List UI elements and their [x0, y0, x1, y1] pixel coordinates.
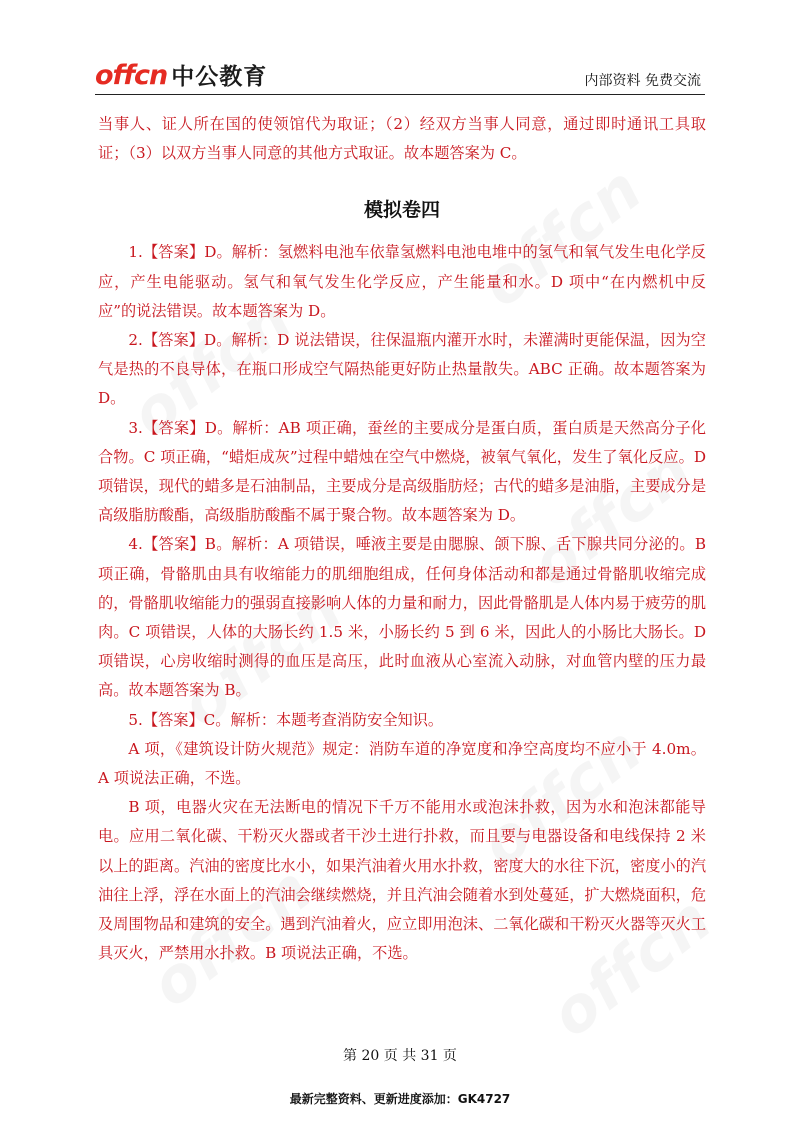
page-header	[95, 58, 705, 95]
offcn-logo	[95, 58, 267, 91]
answer-5-option-a: A 项，《建筑设计防火规范》规定：消防车道的净宽度和净空高度均不应小于 4.0m。A 项说法正确，不选。	[98, 739, 706, 788]
intro-paragraph: 当事人、证人所在国的使领馆代为取证；（2）经双方当事人同意，通过即时通讯工具取证；（3）以双方当事人同意的其他方式取证。故本题答案为 C。	[98, 115, 706, 163]
section-title: 模拟卷四	[363, 199, 440, 222]
answer-5-option-b: B 项，电器火灾在无法断电的情况下千万不能用水或泡沫扑救，因为水和泡沫都能导电。应用二氧化碳、干粉灭火器或者干沙土进行扑救，而且要与电器设备和电线保持 2 米以上的距离。汽油的密度比水小，如果汽油着火用水扑救，密度大的水往下沉，密度小的汽油往上浮，浮在水面上的汽油会继续燃烧，并且汽油会随着水到处蔓延，扩大燃烧面积，危及周围物品和建筑的安全。遇到汽油着火，应立即用泡沫、二氧化碳和干粉灭火器等灭火工具灭火，严禁用水扑救。B 项说法正确，不选。	[98, 798, 706, 963]
answer-2: 2.【答案】D。解析：D 说法错误，往保温瓶内灌开水时，未灌满时更能保温，因为空气是热的不良导体，在瓶口形成空气隔热能更好防止热量散失。ABC 正确。故本题答案为 D。	[98, 331, 706, 408]
logo-en-text: offcn	[95, 60, 168, 91]
answer-3: 3.【答案】D。解析：AB 项正确，蚕丝的主要成分是蛋白质，蛋白质是天然高分子化合物。C 项正确，“蜡炬成灰”过程中蜡烛在空气中燃烧，被氧气氧化，发生了氧化反应。D 项错误，现代的蜡多是石油制品，主要成分是高级脂肪烃；古代的蜡多是油脂，主要成分是高级脂肪酸酯，高级脂肪酸酯不属于聚合物。故本题答案为 D。	[98, 418, 706, 525]
answer-5: 5.【答案】C。解析：本题考查消防安全知识。	[128, 710, 444, 729]
answer-1: 1.【答案】D。解析：氢燃料电池车依靠氢燃料电池电堆中的氢气和氧气发生电化学反应，产生电能驱动。氢气和氧气发生化学反应，产生能量和水。D 项中“在内燃机中反应”的说法错误。故本题答案为 D。	[98, 243, 706, 320]
header-internal-note: 内部资料 免费交流	[584, 73, 701, 89]
document-body	[98, 110, 706, 968]
answer-4: 4.【答案】B。解析：A 项错误，唾液主要是由腮腺、颌下腺、舌下腺共同分泌的。B 项正确，骨骼肌由具有收缩能力的肌细胞组成，任何身体活动和都是通过骨骼肌收缩完成的，骨骼肌收缩能力的强弱直接影响人体的力量和耐力，因此骨骼肌是人体内易于疲劳的肌肉。C 项错误，人体的大肠长约 1.5 米，小肠长约 5 到 6 米，因此人的小肠比大肠长。D 项错误，心房收缩时测得的血压是高压，此时血液从心室流入动脉，对血管内壁的压力最高。故本题答案为 B。	[98, 535, 706, 700]
footer-note: 最新完整资料、更新进度添加：GK4727	[289, 1092, 511, 1106]
page-number: 第 20 页 共 31 页	[343, 1048, 457, 1064]
logo-cn-text: 中公教育	[171, 64, 268, 90]
